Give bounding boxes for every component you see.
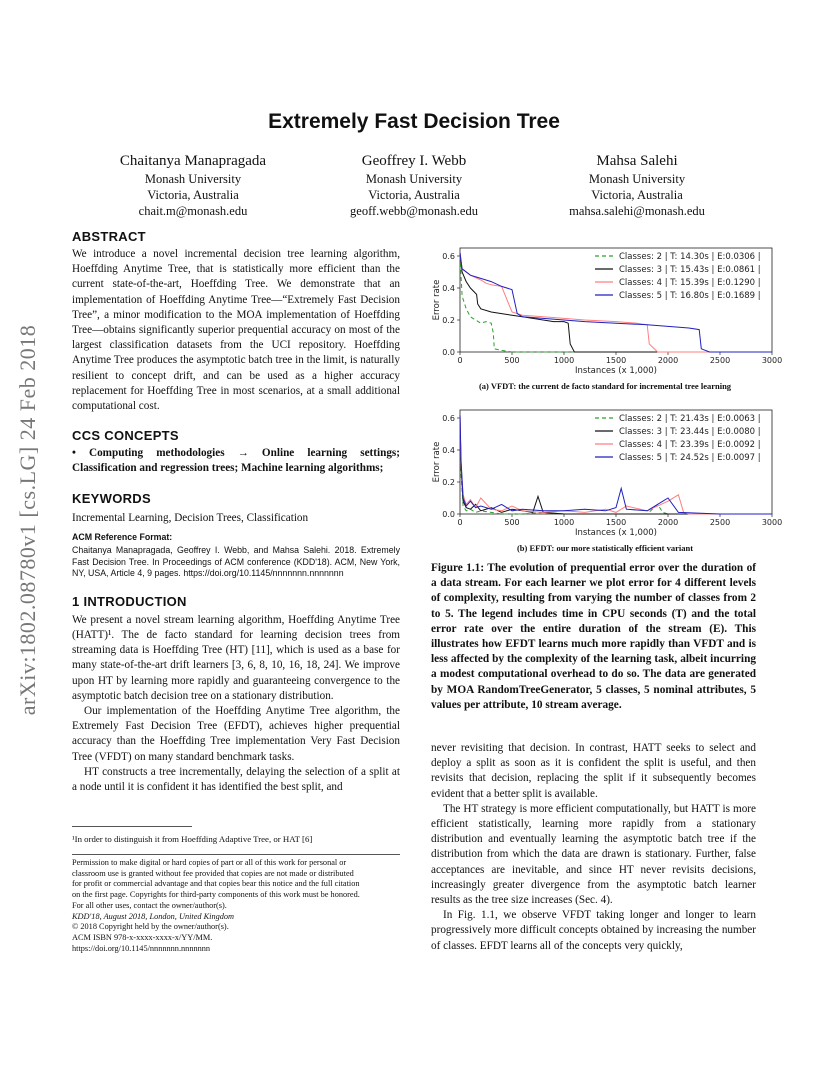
- x-tick-label: 500: [504, 356, 520, 365]
- acm-ref-text: Chaitanya Manapragada, Geoffrey I. Webb, and Mahsa Salehi. 2018. Extremely Fast Decision Tree. In Proceedings of ACM conference (KDD'18). ACM, New York, NY, USA, Article 4, 9 pages. https://doi.org/10.1145/nnnnnnn.nnnnnnn: [72, 545, 400, 579]
- figure-caption: Figure 1.1: The evolution of prequential error over the duration of a data stream. For each learner we plot error for 4 different levels of complexity, resulting from varying the number of classes from 2 to 5. The legend includes time in CPU seconds (T) and the total error rate over the entire duration of the stream (E). This illustrates how EFDT learns much more rapidly than VFDT and is less affected by the complexity of the learning task, albeit incurring a modest computational overhead to do so. The data are generated by MOA RandomTreeGenerator, 5 classes, 5 nominal attributes, 5 values per attribute, 10 stream average.: [431, 562, 756, 711]
- legend-entry: Classes: 5 | T: 16.80s | E:0.1689 |: [619, 291, 761, 301]
- author-block: [78, 151, 308, 219]
- footnote: ¹In order to distinguish it from Hoeffding Adaptive Tree, or HAT [6]: [72, 834, 313, 844]
- author-affiliation: Monash University: [365, 172, 463, 186]
- permission-line: ACM ISBN 978-x-xxxx-xxxx-x/YY/MM.: [72, 932, 213, 942]
- subcaption-b: (b) EFDT: our more statistically efficient variant: [516, 543, 694, 553]
- author-email: geoff.webb@monash.edu: [350, 204, 478, 218]
- y-axis-label: Error rate: [432, 441, 442, 483]
- acm-ref-heading: ACM Reference Format:: [72, 531, 173, 542]
- y-axis-label: Error rate: [432, 279, 442, 321]
- y-tick-label: 0.6: [442, 414, 455, 423]
- intro-paragraph: Our implementation of the Hoeffding Anytime Tree algorithm, the Extremely Fast Decision Tree (EFDT), achieves higher prequential accuracy than the Hoeffding Tree implementation Very Fast Decision Tree (VFDT) on many standard benchmark tasks.: [72, 705, 400, 763]
- ccs-text: • Computing methodologies → Online learning settings; Classification and regression trees; Machine learning algorithms;: [72, 447, 400, 475]
- x-tick-label: 2000: [657, 356, 679, 365]
- author-email: chait.m@monash.edu: [138, 204, 248, 218]
- footnote-rule: [72, 826, 192, 827]
- author-location: Victoria, Australia: [368, 188, 460, 202]
- keywords-heading: KEYWORDS: [72, 490, 151, 506]
- permission-line: KDD'18, August 2018, London, United Kingdom: [72, 911, 235, 921]
- arxiv-sidebar-stamp: arXiv:1802.08780v1 [cs.LG] 24 Feb 2018: [15, 324, 40, 716]
- x-axis-label: Instances (x 1,000): [575, 528, 657, 538]
- x-tick-label: 0: [457, 356, 463, 365]
- legend-entry: Classes: 5 | T: 24.52s | E:0.0097 |: [619, 453, 761, 463]
- x-tick-label: 2500: [709, 356, 731, 365]
- author-block: [299, 151, 529, 219]
- author-block: [522, 151, 752, 219]
- author-email: mahsa.salehi@monash.edu: [569, 204, 705, 218]
- x-tick-label: 0: [457, 518, 463, 527]
- y-tick-label: 0.2: [442, 316, 455, 325]
- y-tick-label: 0.2: [442, 478, 455, 487]
- y-tick-label: 0.0: [442, 348, 455, 357]
- legend-entry: Classes: 4 | T: 23.39s | E:0.0092 |: [619, 440, 761, 450]
- abstract-heading: ABSTRACT: [72, 229, 146, 244]
- permission-line: https://doi.org/10.1145/nnnnnnn.nnnnnnn: [72, 943, 211, 953]
- left-column: [72, 229, 400, 795]
- author-affiliation: Monash University: [144, 172, 242, 186]
- legend-entry: Classes: 3 | T: 23.44s | E:0.0080 |: [619, 427, 761, 437]
- permission-block: [72, 858, 400, 954]
- y-tick-label: 0.4: [442, 284, 455, 293]
- permission-line: © 2018 Copyright held by the owner/author(s).: [72, 922, 229, 932]
- x-tick-label: 1500: [605, 518, 627, 527]
- y-tick-label: 0.6: [442, 252, 455, 261]
- author-location: Victoria, Australia: [591, 188, 683, 202]
- x-axis-label: Instances (x 1,000): [575, 366, 657, 376]
- permission-line: Permission to make digital or hard copies of part or all of this work for personal or: [72, 858, 347, 867]
- x-tick-label: 2500: [709, 518, 731, 527]
- author-name: Chaitanya Manapragada: [119, 153, 267, 169]
- chart-efdt: [425, 402, 785, 540]
- author-name: Mahsa Salehi: [596, 153, 678, 169]
- y-tick-label: 0.0: [442, 510, 455, 519]
- legend-entry: Classes: 4 | T: 15.39s | E:0.1290 |: [619, 278, 761, 288]
- body-paragraph: The HT strategy is more efficient computationally, but HATT is more efficient statistically, learning more rapidly from a stationary distribution and eventually learning the asymptotic batch tree if the distribution from which the data are drawn is stationary. Further, false acceptances are inevitable, and since HT never revisits decisions, increasingly greater divergence from the asymptotic batch learner results as the tree size increases (Sec. 4).: [431, 802, 756, 907]
- paper-title: Extremely Fast Decision Tree: [268, 110, 560, 133]
- legend-entry: Classes: 2 | T: 21.43s | E:0.0063 |: [619, 414, 761, 424]
- intro-heading: 1 INTRODUCTION: [72, 593, 187, 609]
- subcaption-a: (a) VFDT: the current de facto standard for incremental tree learning: [478, 381, 732, 391]
- x-tick-label: 1500: [605, 356, 627, 365]
- permission-rule: [72, 854, 400, 855]
- right-column-text: [431, 741, 756, 954]
- y-tick-label: 0.4: [442, 446, 455, 455]
- author-location: Victoria, Australia: [147, 188, 239, 202]
- intro-paragraph: We present a novel stream learning algorithm, Hoeffding Anytime Tree (HATT)¹. The de facto standard for learning decision trees from streaming data is Hoeffding Tree (HT) [11], which is used as a base for many state-of-the-art drift learners [3, 6, 8, 10, 16, 18, 24]. We improve upon HT by learning more rapidly and guaranteeing convergence to the asymptotic batch decision tree on a stationary distribution.: [72, 613, 400, 702]
- legend-entry: Classes: 3 | T: 15.43s | E:0.0861 |: [619, 265, 761, 275]
- abstract-text: We introduce a novel incremental decision tree learning algorithm, Hoeffding Anytime Tree, that is statistically more efficient than the current state-of-the-art, Hoeffding Tree. We demonstrate that an implementation of Hoeffding Anytime Tree—“Extremely Fast Decision Tree”, a minor modification to the MOA implementation of Hoeffding Tree—obtains significantly superior prequential accuracy on most of the largest classification datasets from the UCI repository. Hoeffding Anytime Tree produces the asymptotic batch tree in the limit, is naturally resilient to concept drift, and can be used as a higher accuracy replacement for Hoeffding Tree in most scenarios, at a small additional computational cost.: [72, 248, 400, 413]
- x-tick-label: 2000: [657, 518, 679, 527]
- x-tick-label: 3000: [761, 356, 783, 365]
- body-paragraph: never revisiting that decision. In contrast, HATT seeks to select and deploy a split as soon as it is confident the split is useful, and then revisits that decision, replacing the split if it subsequently becomes evident that a better split is available.: [431, 742, 756, 800]
- x-tick-label: 1000: [553, 518, 575, 527]
- intro-paragraph: HT constructs a tree incrementally, delaying the selection of a split at a node until it is confident it has identified the best split, and: [72, 765, 400, 794]
- ccs-heading: CCS CONCEPTS: [72, 428, 179, 444]
- body-paragraph: In Fig. 1.1, we observe VFDT taking longer and longer to learn progressively more difficult concepts obtained by increasing the number of classes. EFDT learns all of the concepts very quickly,: [431, 909, 756, 952]
- x-tick-label: 1000: [553, 356, 575, 365]
- x-tick-label: 3000: [761, 518, 783, 527]
- keywords-text: Incremental Learning, Decision Trees, Classification: [72, 511, 309, 524]
- x-tick-label: 500: [504, 518, 520, 527]
- permission-line: for profit or commercial advantage and that copies bear this notice and the full citation: [72, 879, 360, 889]
- chart-vfdt: [425, 240, 785, 378]
- permission-line: on the first page. Copyrights for third-party components of this work must be honored.: [72, 890, 360, 900]
- author-affiliation: Monash University: [588, 172, 686, 186]
- permission-line: classroom use is granted without fee provided that copies are not made or distributed: [72, 868, 354, 878]
- permission-line: For all other uses, contact the owner/author(s).: [72, 900, 227, 910]
- author-name: Geoffrey I. Webb: [361, 153, 467, 169]
- legend-entry: Classes: 2 | T: 14.30s | E:0.0306 |: [619, 252, 761, 262]
